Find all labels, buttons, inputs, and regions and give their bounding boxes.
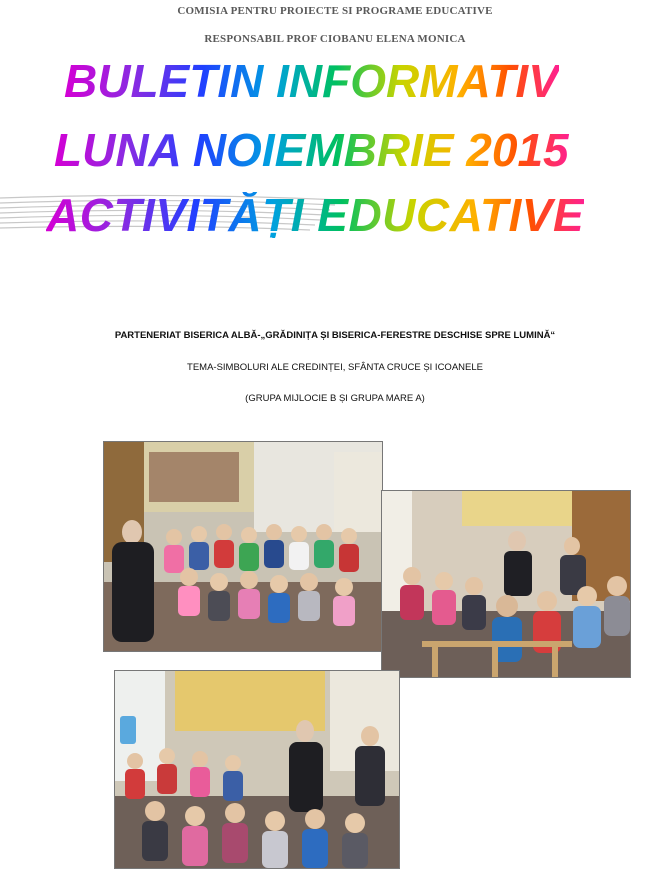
header-commission: COMISIA PENTRU PROIECTE SI PROGRAME EDUCATIVE [177, 5, 493, 17]
classroom-photo-2 [381, 490, 631, 678]
title-activities: ACTIVITĂȚI EDUCATIVE [46, 189, 585, 241]
classroom-photo-3 [114, 670, 400, 869]
groups-caption: (GRUPA MIJLOCIE B ȘI GRUPA MARE A) [245, 393, 425, 404]
title-bulletin: BULETIN INFORMATIV [64, 55, 559, 107]
theme-caption: TEMA-SIMBOLURI ALE CREDINȚEI, SFÂNTA CRUCE ȘI ICOANELE [187, 362, 483, 373]
title-month: LUNA NOIEMBRIE 2015 [54, 124, 569, 176]
header-responsible: RESPONSABIL PROF CIOBANU ELENA MONICA [204, 33, 466, 45]
partnership-caption: PARTENERIAT BISERICA ALBĂ-„GRĂDINIȚA ȘI BISERICA-FERESTRE DESCHISE SPRE LUMINĂ“ [114, 330, 556, 341]
classroom-photo-1 [103, 441, 383, 652]
